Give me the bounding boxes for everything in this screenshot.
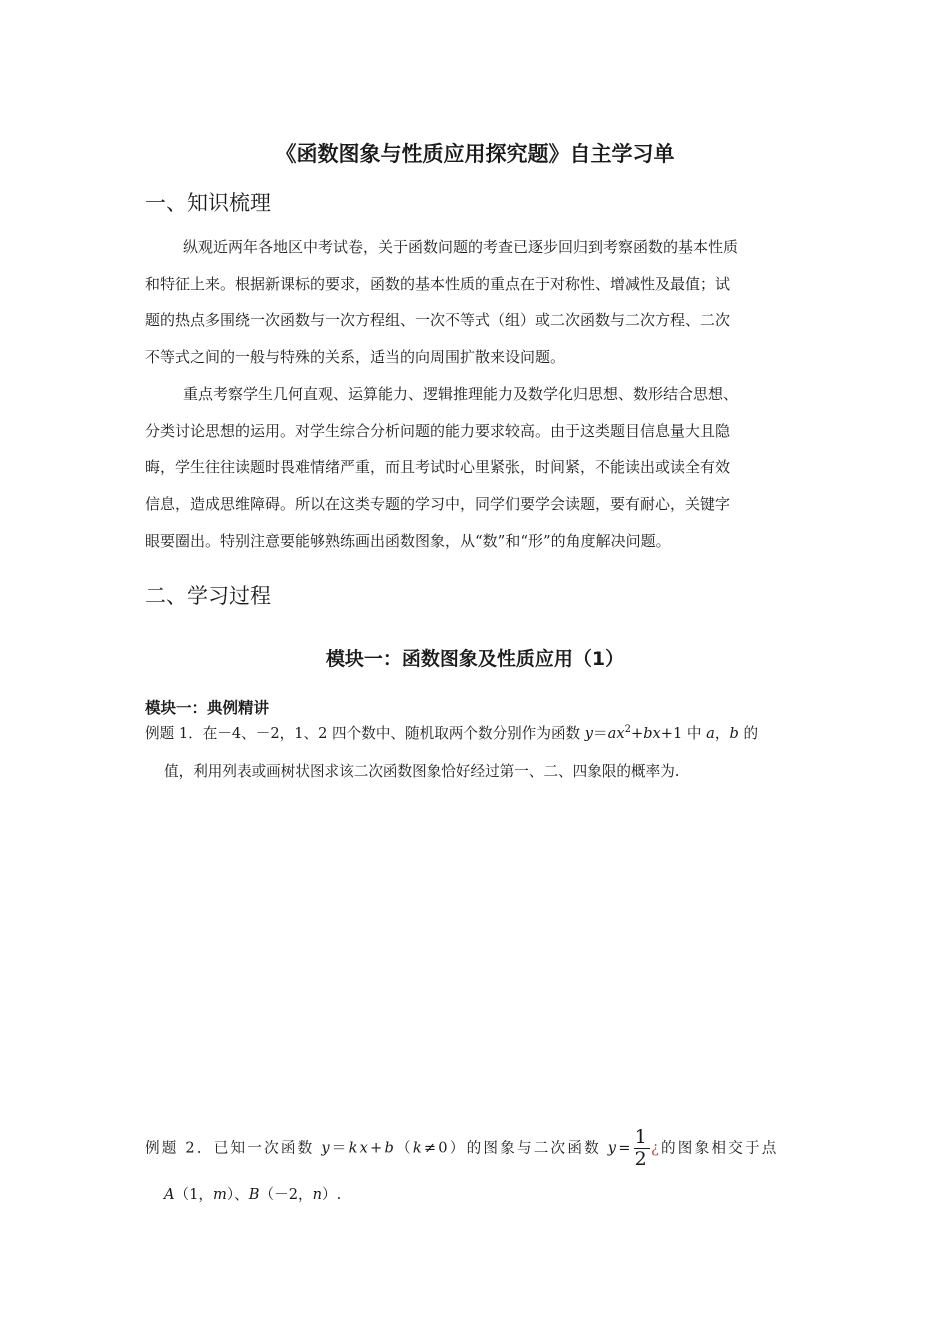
knowledge-paragraph-1 [145,229,807,376]
paragraph-line: 纵观近两年各地区中考试卷，关于函数问题的考查已逐步回归到考察函数的基本性质 [183,238,739,256]
document-title: 《函数图象与性质应用探究题》自主学习单 [275,142,675,166]
paragraph-line: 不等式之间的一般与特殊的关系，适当的向周围扩散来设问题。 [145,348,566,367]
module-title: 模块一：函数图象及性质应用（1） [325,648,625,670]
paragraph-line: 信息，造成思维障碍。所以在这类专题的学习中，同学们要学会读题，要有耐心，关键字 [145,495,731,514]
paragraph-line: 重点考察学生几何直观、运算能力、逻辑推理能力及数学化归思想、数形结合思想、 [183,385,739,403]
section-heading-process: 二、学习过程 [145,584,271,608]
example-1-line-2: 值，利用列表或画树状图求该二次函数图象恰好经过第一、二、四象限的概率为. [164,763,680,780]
paragraph-line: 题的热点多围绕一次函数与一次方程组、一次不等式（组）或二次函数与二次方程、二次 [145,311,731,330]
example-1-line-1: 例题 1．在－4、－2，1、2 四个数中、随机取两个数分别作为函数 $y=ax^2+bx+1$ 中 a，b 的 [145,724,759,742]
paragraph-line: 分类讨论思想的运用。对学生综合分析问题的能力要求较高。由于这类题目信息量大且隐 [145,421,731,440]
module-subtitle: 模块一：典例精讲 [145,699,270,717]
example-2-line-1: 例题 2．已知一次函数 y＝kx+b（k≠0）的图象与二次函数 y= $\frac{1}{2}$ ¿的图象相交于点 [145,1126,779,1170]
paragraph-line: 眼要圈出。特别注意要能够熟练画出函数图象，从“数”和“形”的角度解决问题。 [145,531,671,550]
paragraph-line: 晦，学生往往读题时畏难情绪严重，而且考试时心里紧张，时间紧，不能读出或读全有效 [145,458,731,477]
section-heading-knowledge: 一、知识梳理 [145,191,271,215]
paragraph-line: 和特征上来。根据新课标的要求，函数的基本性质的重点在于对称性、增减性及最值；试 [145,274,731,293]
knowledge-paragraph-2 [145,376,807,560]
fraction-one-half: $\frac{1}{2}$ [634,1126,649,1170]
example-2-line-2: A（1，m）、B（－2，n）. [164,1186,342,1203]
